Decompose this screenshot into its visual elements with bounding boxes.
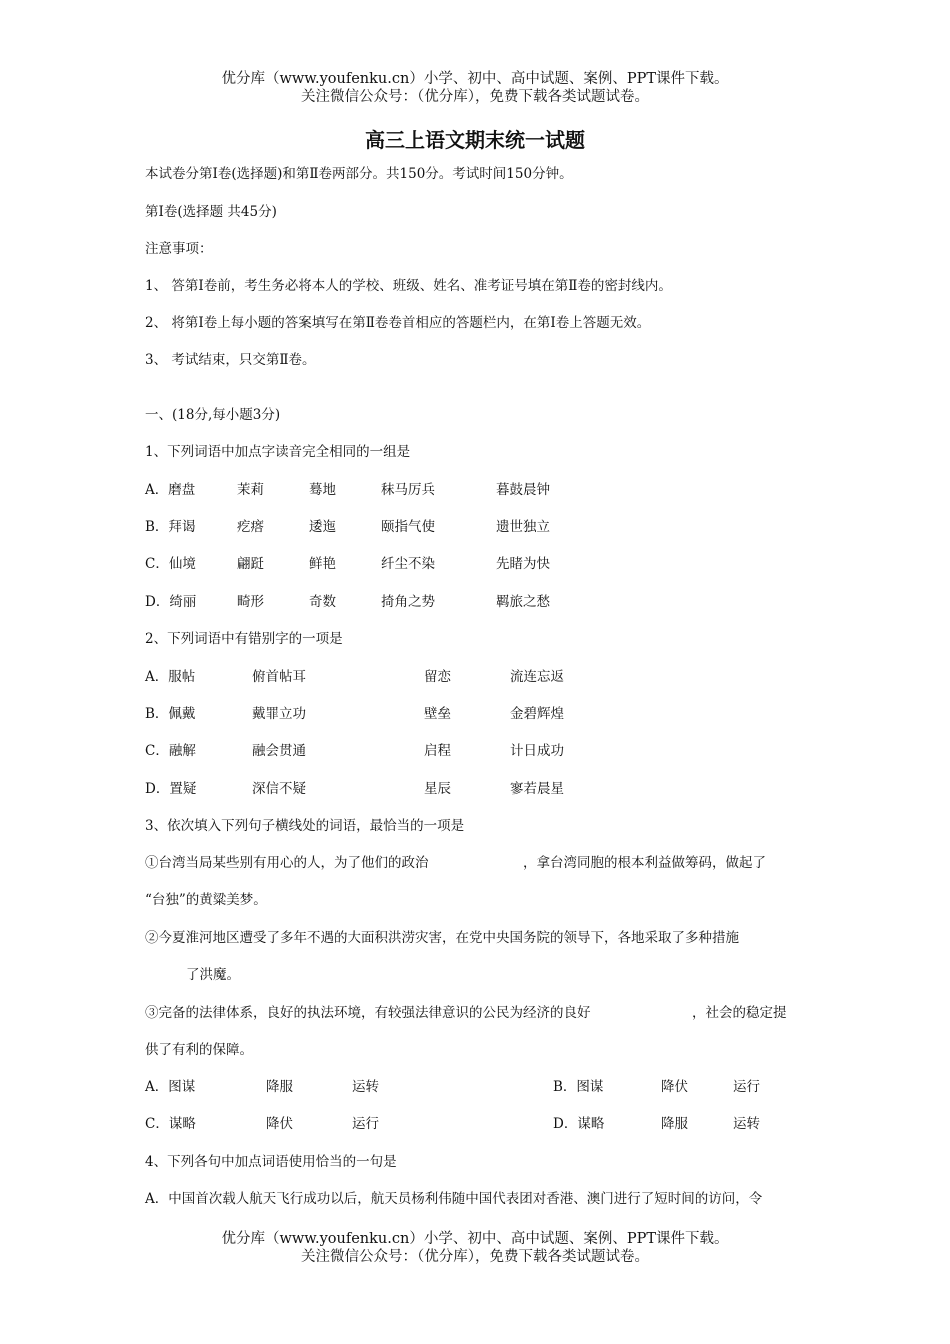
q1-option-word: 秣马厉兵 (381, 482, 435, 498)
q2-option-word: 寥若晨星 (510, 781, 564, 797)
header-line-2: 关注微信公众号：（优分库），免费下载各类试题试卷。 (301, 89, 649, 105)
q2-option-word: 流连忘返 (510, 669, 564, 685)
q2-option-label: B．佩戴 (145, 706, 196, 722)
header-line-1: 优分库（www.youfenku.cn）小学、初中、高中试题、案例、PPT课件下载。 (221, 71, 729, 87)
q1-option-word: 掎角之势 (381, 594, 435, 610)
q3-option-label: C．谋略 (145, 1116, 196, 1132)
q4-option-a: A．中国首次载人航天飞行成功以后，航天员杨利伟随中国代表团对香港、澳门进行了短时间的访问，令 (145, 1191, 763, 1207)
q1-option-word: 羁旅之愁 (496, 594, 550, 610)
q3-sentence-1: ①台湾当局某些别有用心的人，为了他们的政治 (145, 855, 429, 871)
q3-option-word: 运行 (733, 1079, 760, 1095)
q1-option-word: 疙瘩 (237, 519, 264, 535)
q1-option-word: 逶迤 (309, 519, 336, 535)
q3-sentence-1-cont: ，拿台湾同胞的根本利益做筹码，做起了 (523, 855, 766, 871)
q3-option-word: 运转 (733, 1116, 760, 1132)
q2-option-label: C．融解 (145, 743, 196, 759)
q3-option-label: A．图谋 (145, 1079, 196, 1095)
note-item: 1、 答第Ⅰ卷前，考生务必将本人的学校、班级、姓名、准考证号填在第Ⅱ卷的密封线内。 (145, 278, 672, 294)
question-3-stem: 3、依次填入下列句子横线处的词语，最恰当的一项是 (145, 818, 465, 834)
q3-option-word: 降服 (661, 1116, 688, 1132)
q3-option-word: 运转 (352, 1079, 379, 1095)
q3-option-word: 降伏 (661, 1079, 688, 1095)
q1-option-label: D．绮丽 (145, 594, 197, 610)
q1-option-word: 茉莉 (237, 482, 264, 498)
q3-sentence-3-end: 供了有利的保障。 (145, 1042, 253, 1058)
page-title: 高三上语文期末统一试题 (365, 128, 585, 152)
q2-option-word: 深信不疑 (252, 781, 306, 797)
q3-option-word: 降伏 (266, 1116, 293, 1132)
question-1-stem: 1、下列词语中加点字读音完全相同的一组是 (145, 444, 411, 460)
section-heading: 一、(18分,每小题3分) (145, 407, 281, 423)
q1-option-label: B．拜谒 (145, 519, 196, 535)
q2-option-label: D．置疑 (145, 781, 197, 797)
intro-text: 本试卷分第Ⅰ卷(选择题)和第Ⅱ卷两部分。共150分。考试时间150分钟。 (145, 166, 573, 182)
footer-line-2: 关注微信公众号：（优分库），免费下载各类试题试卷。 (301, 1249, 649, 1265)
q3-sentence-3-cont: ，社会的稳定提 (692, 1005, 787, 1021)
q1-option-word: 畸形 (237, 594, 264, 610)
q1-option-word: 蓦地 (309, 482, 336, 498)
q3-sentence-2-end: 了洪魔。 (186, 967, 240, 983)
question-2-stem: 2、下列词语中有错别字的一项是 (145, 631, 343, 647)
q1-option-word: 先睹为快 (496, 556, 550, 572)
q1-option-word: 纤尘不染 (381, 556, 435, 572)
notes-title: 注意事项： (145, 241, 213, 257)
q3-option-label: B．图谋 (553, 1079, 604, 1095)
q3-option-label: D．谋略 (553, 1116, 605, 1132)
q1-option-word: 鲜艳 (309, 556, 336, 572)
q3-sentence-2: ②今夏淮河地区遭受了多年不遇的大面积洪涝灾害，在党中央国务院的领导下，各地采取了多种措施 (145, 930, 739, 946)
q1-option-word: 暮鼓晨钟 (496, 482, 550, 498)
q2-option-word: 留恋 (424, 669, 451, 685)
q2-option-word: 启程 (424, 743, 451, 759)
q2-option-word: 融会贯通 (252, 743, 306, 759)
q2-option-word: 俯首帖耳 (252, 669, 306, 685)
q2-option-word: 计日成功 (510, 743, 564, 759)
footer-line-1: 优分库（www.youfenku.cn）小学、初中、高中试题、案例、PPT课件下载。 (221, 1231, 729, 1247)
q3-sentence-1-end: “台独”的黄粱美梦。 (145, 892, 267, 908)
q2-option-label: A．服帖 (145, 669, 196, 685)
q1-option-label: C．仙境 (145, 556, 196, 572)
q1-option-word: 颐指气使 (381, 519, 435, 535)
q1-option-word: 奇数 (309, 594, 336, 610)
q3-sentence-3: ③完备的法律体系，良好的执法环境，有较强法律意识的公民为经济的良好 (145, 1005, 591, 1021)
part-one-heading: 第Ⅰ卷(选择题 共45分) (145, 204, 277, 220)
q2-option-word: 金碧辉煌 (510, 706, 564, 722)
q2-option-word: 星辰 (424, 781, 451, 797)
note-item: 3、 考试结束，只交第Ⅱ卷。 (145, 352, 316, 368)
question-4-stem: 4、下列各句中加点词语使用恰当的一句是 (145, 1154, 397, 1170)
q2-option-word: 壁垒 (424, 706, 451, 722)
q1-option-label: A．磨盘 (145, 482, 196, 498)
q2-option-word: 戴罪立功 (252, 706, 306, 722)
q1-option-word: 翩跹 (237, 556, 264, 572)
q3-option-word: 降服 (266, 1079, 293, 1095)
q1-option-word: 遗世独立 (496, 519, 550, 535)
note-item: 2、 将第Ⅰ卷上每小题的答案填写在第Ⅱ卷卷首相应的答题栏内，在第Ⅰ卷上答题无效。 (145, 315, 651, 331)
q3-option-word: 运行 (352, 1116, 379, 1132)
